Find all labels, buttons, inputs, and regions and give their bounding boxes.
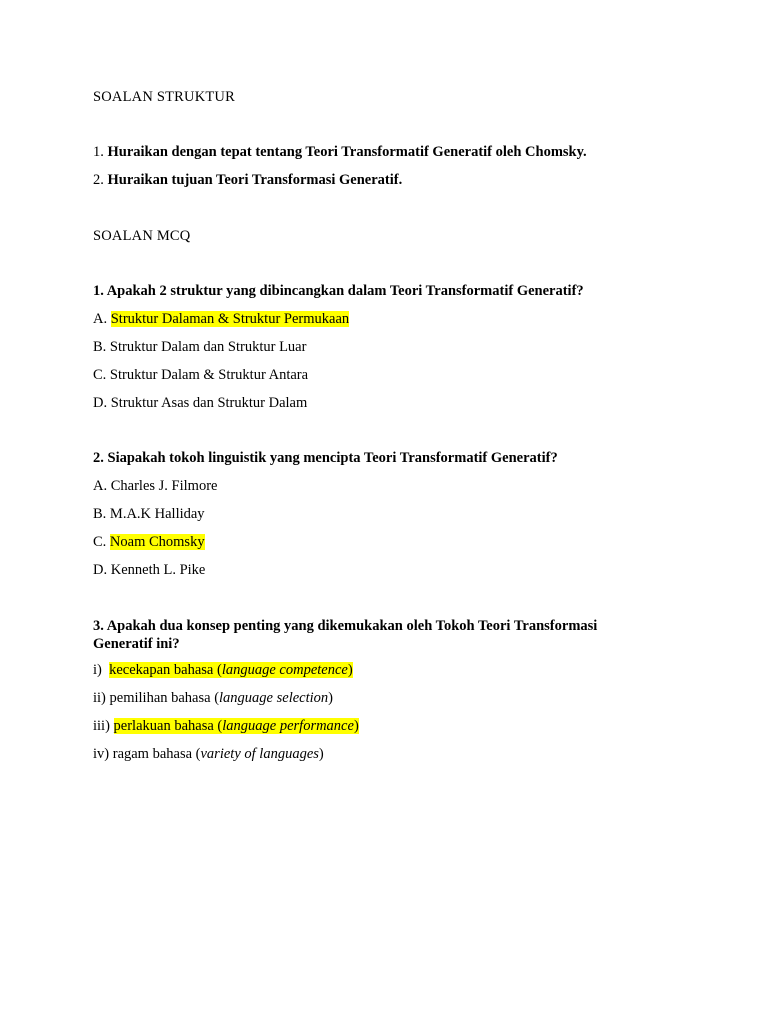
struktur-question-text: Huraikan tujuan Teori Transformasi Generatif. [107, 172, 403, 188]
mcq2-option-a [93, 477, 217, 495]
option-numeral: iv) [93, 746, 110, 762]
struktur-question-text: Huraikan dengan tepat tentang Teori Transformatif Generatif oleh Chomsky. [107, 144, 587, 160]
option-close-paren: ) [318, 746, 324, 762]
option-letter: D. [93, 562, 108, 578]
question-number: 3. [93, 618, 104, 634]
question-text: Apakah dua konsep penting yang dikemukakan oleh Tokoh Teori Transformasi Generatif ini? [93, 618, 598, 652]
struktur-question-1 [93, 143, 587, 161]
section-heading-mcq: SOALAN MCQ [93, 228, 191, 244]
option-english-term: variety of languages [200, 746, 319, 762]
struktur-question-number: 2. [93, 172, 104, 188]
option-letter: C. [93, 534, 107, 550]
option-text-highlighted: Noam Chomsky [109, 534, 205, 550]
mcq-question-2: 2. Siapakah tokoh linguistik yang mencipta Teori Transformatif Generatif? [93, 450, 558, 466]
mcq3-option-iv [93, 745, 324, 763]
option-letter: A. [93, 478, 108, 494]
option-close-paren: ) [353, 718, 359, 734]
option-letter: B. [93, 506, 107, 522]
mcq3-option-iii [93, 717, 359, 735]
struktur-question-2 [93, 171, 402, 189]
option-english-term: language performance [222, 718, 354, 734]
option-close-paren: ) [328, 690, 334, 706]
option-english-term: language competence [221, 662, 348, 678]
mcq-question-1: 1. Apakah 2 struktur yang dibincangkan dalam Teori Transformatif Generatif? [93, 283, 584, 299]
mcq2-option-d [93, 561, 205, 579]
option-text: Struktur Asas dan Struktur Dalam [110, 395, 308, 411]
option-close-paren: ) [347, 662, 353, 678]
option-text: Struktur Dalam dan Struktur Luar [109, 339, 307, 355]
mcq2-option-c [93, 533, 205, 551]
option-text: pemilihan bahasa ( [109, 690, 220, 706]
mcq3-option-ii [93, 689, 333, 707]
option-text: Struktur Dalam & Struktur Antara [109, 367, 309, 383]
option-text-highlighted [114, 718, 359, 734]
mcq2-option-b [93, 505, 205, 523]
option-text-highlighted: Struktur Dalaman & Struktur Permukaan [110, 311, 350, 327]
option-numeral: ii) [93, 690, 106, 706]
section-heading-struktur: SOALAN STRUKTUR [93, 89, 235, 105]
mcq1-option-c [93, 366, 308, 384]
option-letter: C. [93, 367, 107, 383]
option-text: ragam bahasa ( [112, 746, 201, 762]
option-text-highlighted [109, 662, 353, 678]
option-numeral: i) [93, 662, 102, 678]
option-text: M.A.K Halliday [109, 506, 205, 522]
option-text: perlakuan bahasa ( [113, 718, 223, 734]
option-english-term: language selection [219, 690, 329, 706]
option-text: Charles J. Filmore [110, 478, 218, 494]
mcq1-option-b [93, 338, 306, 356]
mcq3-option-i [93, 661, 353, 679]
mcq1-option-d [93, 394, 307, 412]
option-letter: A. [93, 311, 108, 327]
option-text: Kenneth L. Pike [110, 562, 206, 578]
option-letter: B. [93, 339, 107, 355]
option-numeral: iii) [93, 718, 110, 734]
struktur-question-number: 1. [93, 144, 104, 160]
mcq1-option-a [93, 310, 349, 328]
option-letter: D. [93, 395, 108, 411]
option-text: kecekapan bahasa ( [109, 662, 222, 678]
mcq-question-3 [93, 617, 653, 653]
